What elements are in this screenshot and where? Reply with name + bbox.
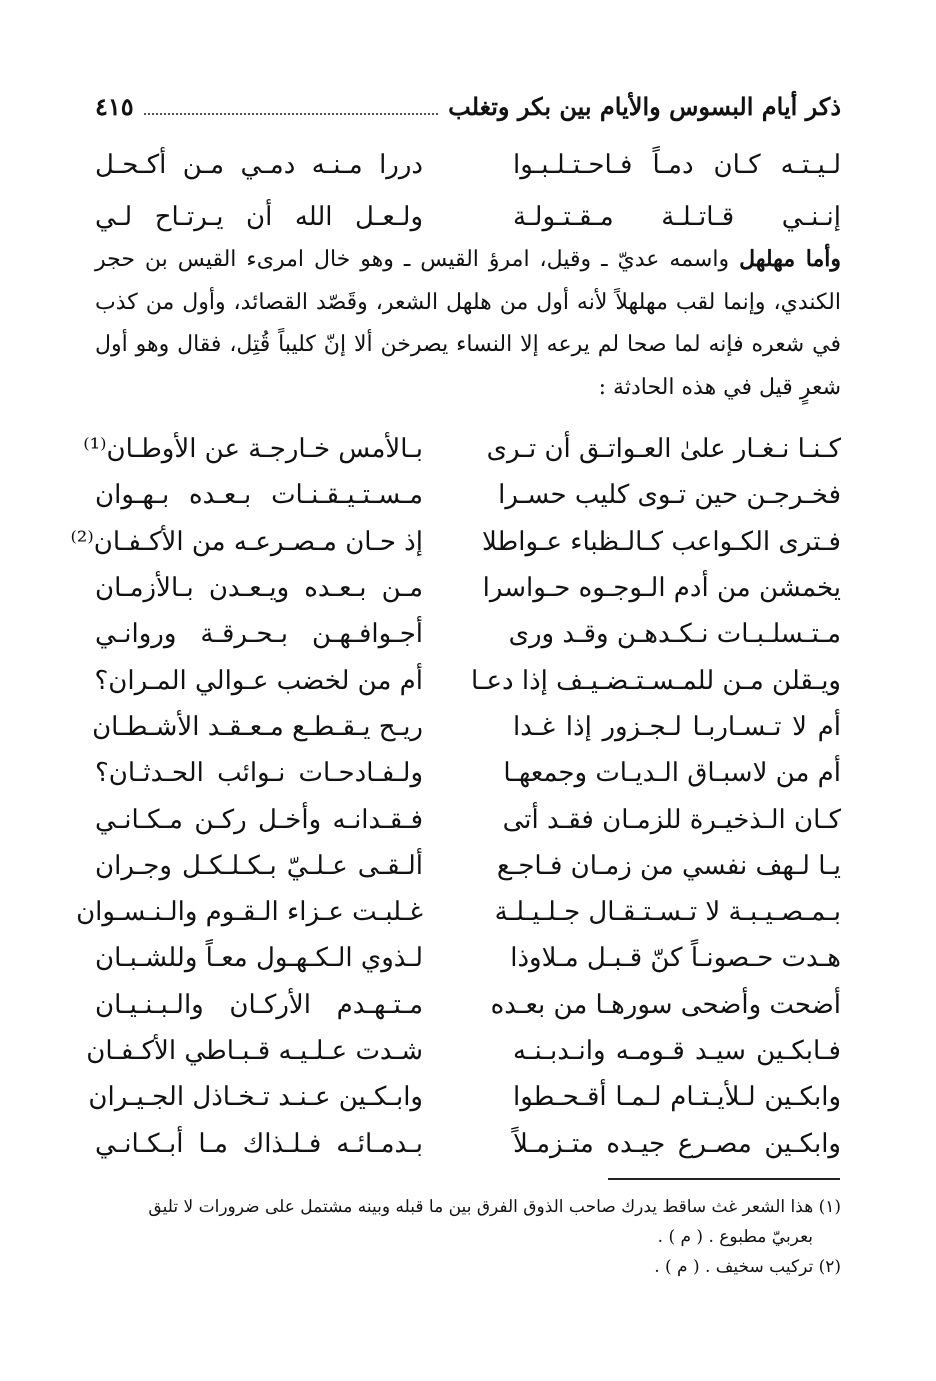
- verse-row: [95, 139, 841, 191]
- verse-hemistich-right: بـمـصـيـبـة لا تـسـتـقـال جـلـيـلـة: [494, 897, 841, 928]
- prose-paragraph: [95, 238, 841, 409]
- footnotes: [95, 1192, 841, 1282]
- page-number: ٤١٥: [95, 91, 134, 121]
- verse-hemistich-left: ألـقـى عـلـيّ بـكـلـكـل وجـران: [95, 850, 423, 881]
- prose-name-bold: وأما مهلهل: [739, 246, 841, 272]
- verse-hemistich-left: غـلبـت عـزاء الـقـوم والـنـسـوان: [76, 897, 423, 928]
- header-leader-dots: [144, 111, 438, 115]
- verse-hemistich-right: فـترى الكـواعب كـالـظباء عـواطلا: [482, 526, 841, 557]
- verse-row: [95, 191, 841, 243]
- verse-row: [95, 796, 841, 842]
- verse-hemistich-left: دررا مـنـه دمـي مـن أكـحـل: [95, 150, 423, 180]
- verse-hemistich-left: لـذوي الـكـهـول معـاً وللشـبـان: [95, 943, 423, 974]
- verse-hemistich-left: ولـفـادحـات نـوائب الحـدثـان؟: [95, 758, 423, 789]
- verse-row: [88, 1074, 841, 1120]
- verse-row: [83, 426, 841, 472]
- verse-row: [95, 1120, 841, 1166]
- verse-hemistich-right: فـابكـين سيـد قـومـه وانـدبـنـه: [513, 1036, 841, 1066]
- verse-hemistich-right: أضحت وأضحى سورهـا من بعـده: [490, 989, 841, 1020]
- verse-hemistich-right: كـنـا نـغـار علىٰ العـواتـق أن تـرى: [486, 434, 841, 465]
- verse-hemistich-right: ويـقلن مـن للمـسـتـضـيـف إذا دعـا: [470, 665, 841, 696]
- verse-hemistich-left: مـتـهـدم الأركـان والـبـنـيـان: [95, 989, 423, 1020]
- verse-row: [95, 472, 841, 518]
- verse-row: [76, 889, 841, 935]
- footnote-1: [95, 1192, 841, 1252]
- verse-row: [86, 1028, 841, 1074]
- verse-hemistich-right: لـيـتـه كـان دمـاً فـاحـتـلـبـوا: [513, 150, 841, 180]
- verse-row: [95, 565, 841, 611]
- footnote-1-line-1: (١) هذا الشعر غث ساقط يدرك صاحب الذوق الفرق بين ما قبله وبينه مشتمل على ضرورات لا تليق: [148, 1197, 841, 1217]
- intro-verses: [95, 139, 841, 243]
- verse-hemistich-left: فـقـدانـه وأخـل ركـن مـكـانـي: [95, 804, 423, 835]
- verse-hemistich-right: إنـنـي قـاتـلـة مـقـتـولـة: [513, 202, 841, 232]
- verse-hemistich-right: وابكـين لـلأيـتـام لـمـا أقـحـطوا: [513, 1082, 841, 1113]
- verse-hemistich-right: مـتـسلـبـات نـكـدهـن وقـد ورى: [508, 619, 841, 650]
- verse-hemistich-right: فخـرجـن حين تـوى كليب حسـرا: [498, 480, 841, 511]
- verse-row: [92, 704, 841, 750]
- prose-text: واسمه عديّ ـ وقيل، امرؤ القيس ـ وهو خال امرىء القيس بن حجر الكندي، وإنما لقب مهلهلاً لأنه أول من هلهل الشعر، وقَصّد القصائد، وأول من كذب في شعره فإنه لما صحا لم يرعه إلا النساء يصرخن ألا إنّ كليباً قُتِل، فقال وهو أول شعرٍ قيل في هذه الحادثة :: [95, 247, 841, 400]
- verse-row: [95, 657, 841, 703]
- verse-hemistich-right: كـان الـذخيـرة للزمـان فقـد أتى: [502, 804, 841, 835]
- verse-hemistich-left: ريـح يـقـطـع مـعـقـد الأشـطـان: [92, 711, 423, 742]
- footnote-2-line-1: (٢) تركيب سخيف . ( م ) .: [654, 1257, 841, 1277]
- verse-hemistich-left: وابـكـين عـنـد تـخـاذل الجـيـران: [88, 1082, 423, 1113]
- page-header: [95, 86, 841, 126]
- verse-hemistich-left: بـالأمس خـارجـة عن الأوطـان⁽¹⁾: [83, 434, 423, 465]
- elegy-verses: [70, 426, 841, 1167]
- verse-hemistich-right: أم لا تـسـاربـا لـجـزور إذا غـدا: [513, 711, 841, 742]
- verse-hemistich-right: يخمشن من أدم الـوجـوه حـواسرا: [482, 573, 841, 604]
- verse-hemistich-left: أجـوافـهـن بـحـرقـة وروانـي: [95, 619, 423, 650]
- footnote-divider: [608, 1178, 840, 1180]
- verse-hemistich-left: بـدمـائـه فـلـذاك مـا أبـكـانـي: [95, 1128, 423, 1159]
- verse-hemistich-right: وابكـين مصـرع جيـده متـزمـلاً: [513, 1128, 841, 1159]
- verse-hemistich-left: أم من لخضب عـوالي المـران؟: [94, 665, 423, 696]
- verse-hemistich-left: ولـعـل الله أن يـرتـاح لـي: [95, 202, 423, 232]
- verse-row: [70, 519, 841, 565]
- verse-hemistich-right: يـا لـهف نفسي من زمـان فـاجـع: [496, 850, 841, 881]
- footnote-1-line-2: بعربيّ مطبوع . ( م ) .: [657, 1227, 813, 1247]
- verse-row: [95, 935, 841, 981]
- verse-hemistich-left: إذ حـان مـصـرعـه من الأكـفـان⁽²⁾: [70, 526, 423, 557]
- verse-row: [95, 750, 841, 796]
- verse-hemistich-right: هـدت حـصونـاً كنّ قـبـل مـلاوذا: [510, 943, 841, 974]
- verse-hemistich-left: مـن بـعـده ويـعـدن بـالأزمـان: [95, 573, 423, 604]
- verse-row: [95, 611, 841, 657]
- verse-row: [95, 843, 841, 889]
- verse-hemistich-right: أم من لاسبـاق الـديـات وجمعهـا: [503, 758, 841, 789]
- verse-hemistich-left: شـدت عـلـيـه قـبـاطي الأكـفـان: [86, 1036, 423, 1066]
- verse-row: [95, 982, 841, 1028]
- footnote-2: [95, 1252, 841, 1282]
- running-title: ذكر أيام البسوس والأيام بين بكر وتغلب: [448, 91, 841, 121]
- verse-hemistich-left: مـسـتـيـقـنـات بـعـده بـهـوان: [95, 480, 423, 511]
